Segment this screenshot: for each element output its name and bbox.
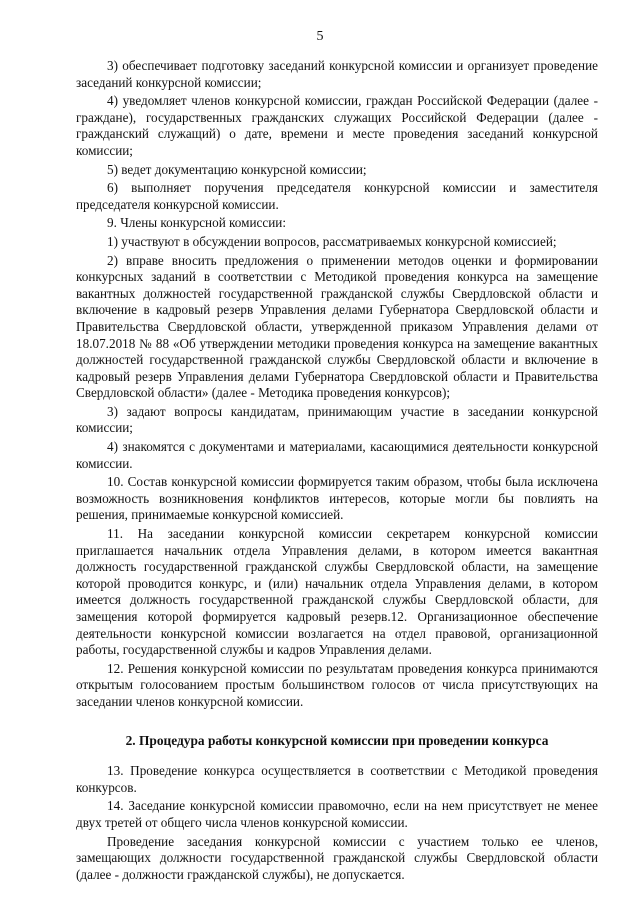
section-heading: 2. Процедура работы конкурсной комиссии при проведении конкурса: [125, 732, 549, 748]
paragraph: 12. Решения конкурсной комиссии по результатам проведения конкурса принимаются открытым голосованием простым большинством голосов от числа присутствующих на заседании членов конкурсной комиссии.: [76, 660, 598, 709]
paragraph: 11. На заседании конкурсной комиссии секретарем конкурсной комиссии приглашается начальник отдела Управления делами, в котором имеется вакантная должность государственной гражданской службы Свердловской области, на замещение которой проводится конкурс, и (или) начальник отдела Управления делами, в котором имеется должность государственной гражданской службы Свердловской области, для замещения которой формируется кадровый резерв.12. Организационное обеспечение деятельности конкурсной комиссии возлагается на отдел правовой, организационной работы, государственной службы и кадров Управления делами.: [76, 526, 598, 658]
page-number: 5: [316, 29, 324, 44]
paragraph: 6) выполняет поручения председателя конкурсной комиссии и заместителя председателя конкурсной комиссии.: [76, 180, 598, 212]
document-body: [76, 58, 598, 883]
paragraph: Проведение заседания конкурсной комиссии с участием только ее членов, замещающих должности государственной гражданской службы Свердловской области (далее - должности гражданской службы), не допускается.: [76, 833, 598, 882]
paragraph: 4) уведомляет членов конкурсной комиссии, граждан Российской Федерации (далее - граждане), государственных гражданских служащих Российской Федерации (далее - гражданский служащий) о дате, времени и месте проведения заседаний конкурсной комиссии;: [76, 93, 598, 158]
paragraph: 3) обеспечивает подготовку заседаний конкурсной комиссии и организует проведение заседаний конкурсной комиссии;: [76, 58, 598, 90]
paragraph: 4) знакомятся с документами и материалами, касающимися деятельности конкурсной комиссии.: [76, 439, 598, 471]
paragraph: 13. Проведение конкурса осуществляется в соответствии с Методикой проведения конкурсов.: [76, 763, 598, 795]
paragraph: 10. Состав конкурсной комиссии формируется таким образом, чтобы была исключена возможность возникновения конфликтов интересов, которые могли бы повлиять на решения, принимаемые конкурсной комиссией.: [76, 474, 598, 523]
paragraph: 1) участвуют в обсуждении вопросов, рассматриваемых конкурсной комиссией;: [107, 233, 557, 249]
paragraph: 9. Члены конкурсной комиссии:: [107, 215, 287, 231]
paragraph: 2) вправе вносить предложения о применении методов оценки и формировании конкурсных заданий в соответствии с Методикой проведения конкурса на замещение вакантных должностей государственной гражданской службы Свердловской области и включение в кадровый резерв Управления делами Губернатора Свердловской области и Правительства Свердловской области, утвержденной приказом Управления делами от 18.07.2018 № 88 «Об утверждении методики проведения конкурса на замещение вакантных должностей государственной гражданской службы Свердловской области и включение в кадровый резерв Управления делами Губернатора Свердловской области и Правительства Свердловской области» (далее - Методика проведения конкурсов);: [76, 252, 598, 401]
paragraph: 5) ведет документацию конкурсной комиссии;: [107, 161, 367, 177]
paragraph: 14. Заседание конкурсной комиссии правомочно, если на нем присутствует не менее двух третей от общего числа членов конкурсной комиссии.: [76, 798, 598, 830]
paragraph: 3) задают вопросы кандидатам, принимающим участие в заседании конкурсной комиссии;: [76, 403, 598, 436]
